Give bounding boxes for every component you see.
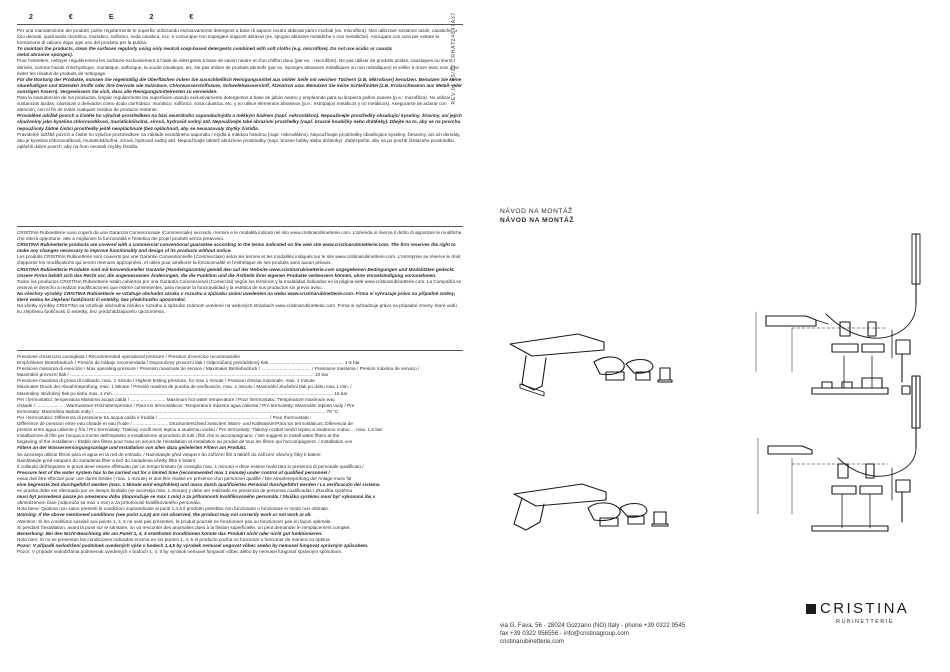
symbol-1: 2 — [29, 14, 33, 21]
text-line: Pressure test of the water system has to be carried out for a limited time (recommended max 1 minute) under control of qualified personnel / — [17, 469, 330, 475]
text-line: Nainštalujte pred vstupom do zariadenia filter a tiež do zariadenia všetky filtre k balení. — [17, 457, 197, 463]
diagram-spout-small — [766, 316, 816, 326]
set-bottom-line-art — [514, 376, 920, 531]
title-line-1: NÁVOD NA MONTÁŽ — [500, 208, 573, 215]
text-line: CRISTINA Rubinetterie Produkte sind mit konventioneller Garantie (Handelsgarantie) gemäß den auf der Website www.cristinarubinetterie.com angegebenen Bedingungen und Modalitäten gedeckt. Unsere Firma behält sich das Recht vor, die angemessenen Änderungen, die die Funktion und die Ästhetik ihrer eigenen Produkte verbessern können, ohne Vorankündigung vorzunehmen. — [17, 266, 455, 278]
specs-section — [17, 348, 463, 555]
title-line-2: NÁVOD NA MONTÁŽ — [500, 217, 574, 224]
main-spout — [510, 334, 604, 356]
text-line: To maintain the products, clean the surfaces regularly using only neutral soap-based detergents combined with soft cloths (e.g. microfibre). Do not use acidic or caustic — [17, 46, 393, 52]
handle-right — [626, 360, 653, 374]
text-line: Empfohlener Betriebsdruck / Presión de trabajo recomendada / Doporučený provozní tlak / Odporúčaný prevádzkový tlak ......................................................... 1-5 bar — [17, 360, 360, 366]
text-line: Pour l'entretien, nettoyer régulièrement les surfaces exclusivement à l'aide de détergents à base de savon neutre et d'un chiffon doux (par ex. : microfibre). Ne pas utiliser de produits acides, caustiques ou leurs dérivés, comme l'acide chlorhydrique, muriatique, sulfurique, la soude caustique, etc. Ne pas utiliser de produits abrasifs (par ex. éponges abrasives métalliques ou non métalliques) et veiller à rincer avec soin pour éviter les résidus de produits de nettoyage. — [17, 58, 460, 76]
text-line: Warning: If the above mentioned conditions (see point 1,4,5) are not observed, the product may not correctly work or not work at all. — [17, 512, 312, 518]
text-line: eine begrenzte Zeit durchgeführt werden (max. 1 Minute wird empfohlen) und muss durch qualifiziertes Personal durchgeführt werden / La verificación del sistema — [17, 481, 380, 487]
text-line: Todos los productos CRISTINA Rubinetterie están cubiertos por una Garantía Convencional (Comercial) según los términos y la modalidad indicados en la página web www.cristinarubinetterie.com. La Compañía se reserva el derecho a realizar modificaciones que estime convenientes, para mejorar la funcionalidad y la estética de sus productos sin previo aviso. — [17, 278, 462, 290]
brand-sub: RUBINETTERIE — [836, 619, 894, 625]
divider — [17, 350, 463, 351]
text-line: Nota bien: Si no se presentan las condiciones indicadas encima en los puntos 1, 4, 5 el producto podría no funcionar o funcionar de manera no óptima. — [17, 536, 331, 542]
symbol-2: € — [68, 14, 73, 21]
set-top-line-art — [510, 234, 920, 396]
address-line-2: fax +39 0322 956556 - info@cristinagroup.com — [500, 630, 629, 638]
symbol-3: E — [108, 14, 114, 21]
text-line: Les produits CRISTINA Rubinetterie sont couverts par une Garantie Conventionnelle (Commerciale) selon les termes et les modalités indiqués sur le site www.cristinarubinetterie.com. L'entreprise se réserve le droit d'apporter les modifications qui seront retenues appropriées, et utiles pour améliorer la fonctionnalité et l'esthétique de ses produits sans aucun préavis. — [17, 254, 461, 266]
text-line: Prováděné údržbě povrch a čistěte ho výlučně prostředkem na bázi neutrálního saponátu/mýdla a měkkým hadrem (např. mikrovlákno). Nepoužívejte prostředky obsahující kyseliny, žíraviny, ani jejich sloučeniny jako kyselina chlorovodíková, muriatická/solná, sírová, hydroxid sodný atd. Nepoužívejte také abrazivní prostředky (např. brusné houbičky nebo drátěnky). Dbejte na to, aby se na povrchu nepoužívaly žádné čisticí prostředky ještě neopláchnuté (bez opláchnutí, aby se neusazovaly zbytky čistidla. — [17, 113, 462, 131]
text-line: Maximálny skúšobný tlak po dobu max. 1 min. ........................................................................................................................................................................ 16 bar — [17, 390, 348, 396]
warranty-text — [17, 230, 463, 315]
text-line: en prueba debe ser efectuado por un tiempo limitado (se aconseja max. 1 minuto) y debe ser realizado en presencia de personas cualificadas / Zkouška systému — [17, 488, 353, 494]
text-line: essai doit être effectué pour une durée limitée ( max. 1 minute) et doit être réalisé en présence d'un personnel qualifié / Die Abnahmeprüfung der Anlage muss für — [17, 475, 352, 481]
text-line: Für die Wartung der Produkte, müssen Sie regelmäßig die Oberflächen indem Sie ausschließlich Reinigungsmittel aus milder Seife mit weichen Tüchern (z.B. Mikrofaser) benutzen. Benutzen Sie keine säurehaltigen und ätzenden Stoffe oder ihre Derivate wie Salzsäure, Chlorwasserstoffsäure, Schwefelwasserstoff, Ätznatron usw. Benutzen Sie keine Schleifmittel (z.B. Kratzschwamm aus Metall- oder sonstigen Fasern). Vergewissern Sie sich, dass alle Reinigungsmittelresten zu vermeiden. — [17, 76, 462, 94]
text-line: obmedzenom čase (odporúča sa max 1 min) a za prítomnosti kvalifikovaného personálu. — [17, 500, 201, 506]
text-line: Per i termostatici: temperatura Massima acqua calda / ........................... Maximum hot water temperature / Pour thermostatic: Température maximum eau — [17, 396, 335, 402]
text-line: Na všetky výrobky CRISTINA sa vzťahuje obchodná záruka v rozsahu a spôsobe známom uvedené na webových stránkach www.cristinarubinetterie.com. Firma si vyhradzuje právo na prípadné zmeny, ktoré vedú ku zlepšeniu funkčnosti či estetiky, bez predchádzajúceho upozornenia. — [17, 303, 457, 315]
maintenance-text — [17, 28, 463, 150]
text-line: Pozor: V prípade nedodržania podmienok uvedených v bodoch 1, 4, 5 by výrobok nemusel fungovať vôbec alebo by nemusel fungovať správnym spôsobom. — [17, 549, 343, 554]
text-line: presión entre agua caliente y fría / Pro termostaty: Tlakový rozdíl mezi teplou a studenou vodou / Pre termostaty: Tlakový rozdiel medzi teplou a studenou vodou ... max. 1,5 bar — [17, 427, 383, 433]
symbol-row — [17, 14, 463, 21]
brand-logo — [806, 600, 909, 625]
text-line: chaude / ...................... Warmwasser-Höchsttemperatur / Para los termostáticos: Temperatura máxima agua caliente / Pro termostaty: Maximální teplota vody / Pre — [17, 402, 355, 408]
text-line: metal abrasive sponges). — [17, 52, 74, 58]
text-line: Pressione massima di esercizio / Max operating pressure / Pression maximale de service / Maximaler Betriebsdruck / ...................................... / Pressione massima / Presión máxima de servicio / — [17, 366, 420, 372]
brand-name: CRISTINA — [820, 600, 910, 617]
address-line-3: cristinarubinetterie.com — [500, 638, 564, 646]
revision-text: REV.01 09/22 CRHAT24647A37 — [451, 12, 457, 105]
text-line: Si pendant l'installation, avant la pose sur le sanitaire, on va renconter des anomalies dues à la finition superficielle, on peut demander le remplacement complet. — [17, 524, 351, 530]
maintenance-section — [17, 14, 463, 150]
text-line: Maximální provozní tlak / ........................................................................................................................................................................................... 10 bar — [17, 372, 329, 378]
text-line: Il collaudo dell'impianto in prova deve essere effettuato per un tempo limitato (si consiglia max. 1 minuto) e deve essere realizzato in presenza di personale qualificato / — [17, 463, 364, 469]
diverter — [660, 368, 670, 380]
revision-strip — [451, 12, 460, 180]
text-line: Na všechny výrobky CRISTINA Rubinetterie se vztahuje obchodní záruka v rozsahu a způsobu známí uvedeném na webu www.cristinarubinetterie.com. Firma si vyhrazuje právo na případné změny, které vedou ke zlepšení funkčnosti či estetiky, bez předchozího upozornění. — [17, 290, 456, 303]
address-block — [500, 622, 685, 647]
divider — [17, 226, 463, 227]
text-line: Maximaler Druck der Abnahmeprüfung, max. 1 Minute / Presión maxima de prueba de verificación, max. 1 minuto / Maximální zkušební tlak po dobu max 1 min. / — [17, 384, 352, 390]
text-line: Per una manutenzione dei prodotti, pulire regolarmente le superfici utilizzando esclusivamente detergenti a base di sapone neutro abbinati panni morbidi (es. microfibra). Non utilizzare sostanze acide, caustiche, o loro derivati, quali acido cloridrico, muriatico, solforico, soda caustica, ecc. e comunque non impiegare supporti abrasivi (es. spugne abrasive metalliche o non metalliche). Asciugare con cura per evitare la formazione di calcare dopo ogni uso del prodotto per la pulizia. — [17, 28, 458, 46]
brand-name-row — [806, 600, 909, 617]
address-line-1: via G. Fava, 56 - 28024 Gozzano (NO) Italy - phone +39 0322 9545 — [500, 622, 686, 629]
text-line: Pressione massima di prova di collaudo, max. 1 minuto / Highest testing pressure, for max 1 minute / Pression d'essai maximale, max. 1 minute — [17, 378, 315, 384]
title-block — [500, 207, 574, 225]
symbol-4: 2 — [149, 14, 154, 21]
text-line: Filtern an der Wasserversorgungsanlage und Installation von allen dazu gelieferten Filtern am Produkt. — [17, 445, 247, 451]
text-line: Para la manutención de los productos, limpiar regularmente las superficies usando exclusivamente detergentes a base de jabón neutro y empleando para su limpieza paños suaves (p.e.: microfibra). No utilizar sustancias ácidas, cáusticas o derivados como ácido clorhídrico, muriático, sulfúrico, sosa cáustica, etc. y no utilice elementos abrasivos (p.e.: estropajos metálicos y no metálicos). Asegurarse de aclarar con atención, con el fin de evitar cualquier residuo de producto restante. — [17, 95, 451, 113]
divider — [17, 24, 463, 25]
specs-text — [17, 354, 463, 555]
text-line: Pressione d'esercizio consigliata / Recommended operational pressure / Pression d'exercice recommandée — [17, 354, 240, 359]
text-line: Pozor: V případě nedodržení podmínek uvedených výše v bodech 1,4,5 by výrobek nemusel ungovat vůbec anebo by nemusel fungovat správným způsobem. — [17, 542, 369, 548]
text-line: Nota bene: Qualora non siano presenti le condizioni sopraindicate ai punti 1,4,5 il prodotto potrebbe non funzionare o funzionare in modo non ottimale. — [17, 506, 330, 512]
text-line: Pravidelné údržbě povrch a čistite ho výlučne prostriedkom na základe neutrálneho saponátu / mydla a mäkkou handrou (napr. mikrovlákno). Nepoužívajte prostriedky obsahujúce kyseliny, žieraviny, ani ich deriváty, ako je kyselina chlorovodíková, muriatická/soľná, sírová, hydroxid sodný atď. Nepoužívajte taktiež abrazívne prostriedky (napr. brúsne hubky alebo drôtenky). Zabezpečte, aby sa po použití čistiaceho prostriedku opláchli dobre povrch, aby na ňom neostali zvyšky čistidla. — [17, 131, 461, 149]
text-line: Attention: Si les conditions susvisé aux points 1, 4, 5 ne sont pas présentes, le produit pourrait ne fonctionner pas ou fonctionner pas en façon optimale. — [17, 518, 332, 524]
symbol-5: € — [189, 14, 194, 21]
warranty-section — [17, 224, 463, 315]
text-line: musí být provedená pouze po omezenou dobu (doporučuje se max 1 min) a za přítomnosti kvalifikovaného personálu / Skúška systému musí byť vykonaná iba v — [17, 494, 376, 500]
text-line: Per i termostatici: Differenza di pressione tra acqua calda e fredda / ..................................................................................... / Pour thermostatic: — [17, 414, 311, 420]
text-line: CRISTINA Rubinetterie products are covered with a commercial conventional guarantee according to the terms indicated on the web site www.cristinarubinetterie.com. The firm reserves the right to make any changes necessary to improve functionality and design of its products without notice. — [17, 242, 456, 254]
text-line: termostaty: Maximálna teplota vody / ................................................................................................................................................................................. 70 °C — [17, 408, 339, 414]
product-illustration — [496, 232, 940, 532]
text-line: beginning of the installation / Établir des filtres pour l'eau en amont de l'installation et installation au produit de tous les filtres qui l'accompagnent. / Installation von — [17, 439, 353, 445]
text-line: Se aconseja utilizar filtros para el agua en la red de entrada. / Nainstalujte před vstupem do zařízení filtr a taktéž do zařízení všechny filtry k balení. — [17, 451, 322, 457]
logo-square-icon — [806, 604, 816, 614]
text-line: Différence de pression entre eau chaude et eau froide / ........................... Druckunterschied zwischen Warm- und Kaltwasser/Para los termostáticos: Diferencia de — [17, 421, 353, 427]
text-line: Bemerkung: Bei den Nicht-Beachtung der am Punkt 1, 4, 5 erwähnten Konditionen könnte das Produkt nicht oder nicht gut funktionieren. — [17, 530, 323, 536]
text-line: Installazione di filtri per l'acqua a monte dell'impianto e installazione al prodotto di tutti i filtri che lo accompagnano. / We suggest to install water filters at the — [17, 433, 340, 439]
text-line: CRISTINA Rubinetterie sono coperti da una Garanzia Convenzionale (Commerciale) secondo i termini e le modalità indicati nel sito www.cristinarubinetterie.com. L'azienda si riserva il diritto di apportare le modifiche che riterrà opportune, atte a migliorare la funzionalità e l'estetica dei propri prodotti senza preavviso. — [17, 230, 462, 242]
